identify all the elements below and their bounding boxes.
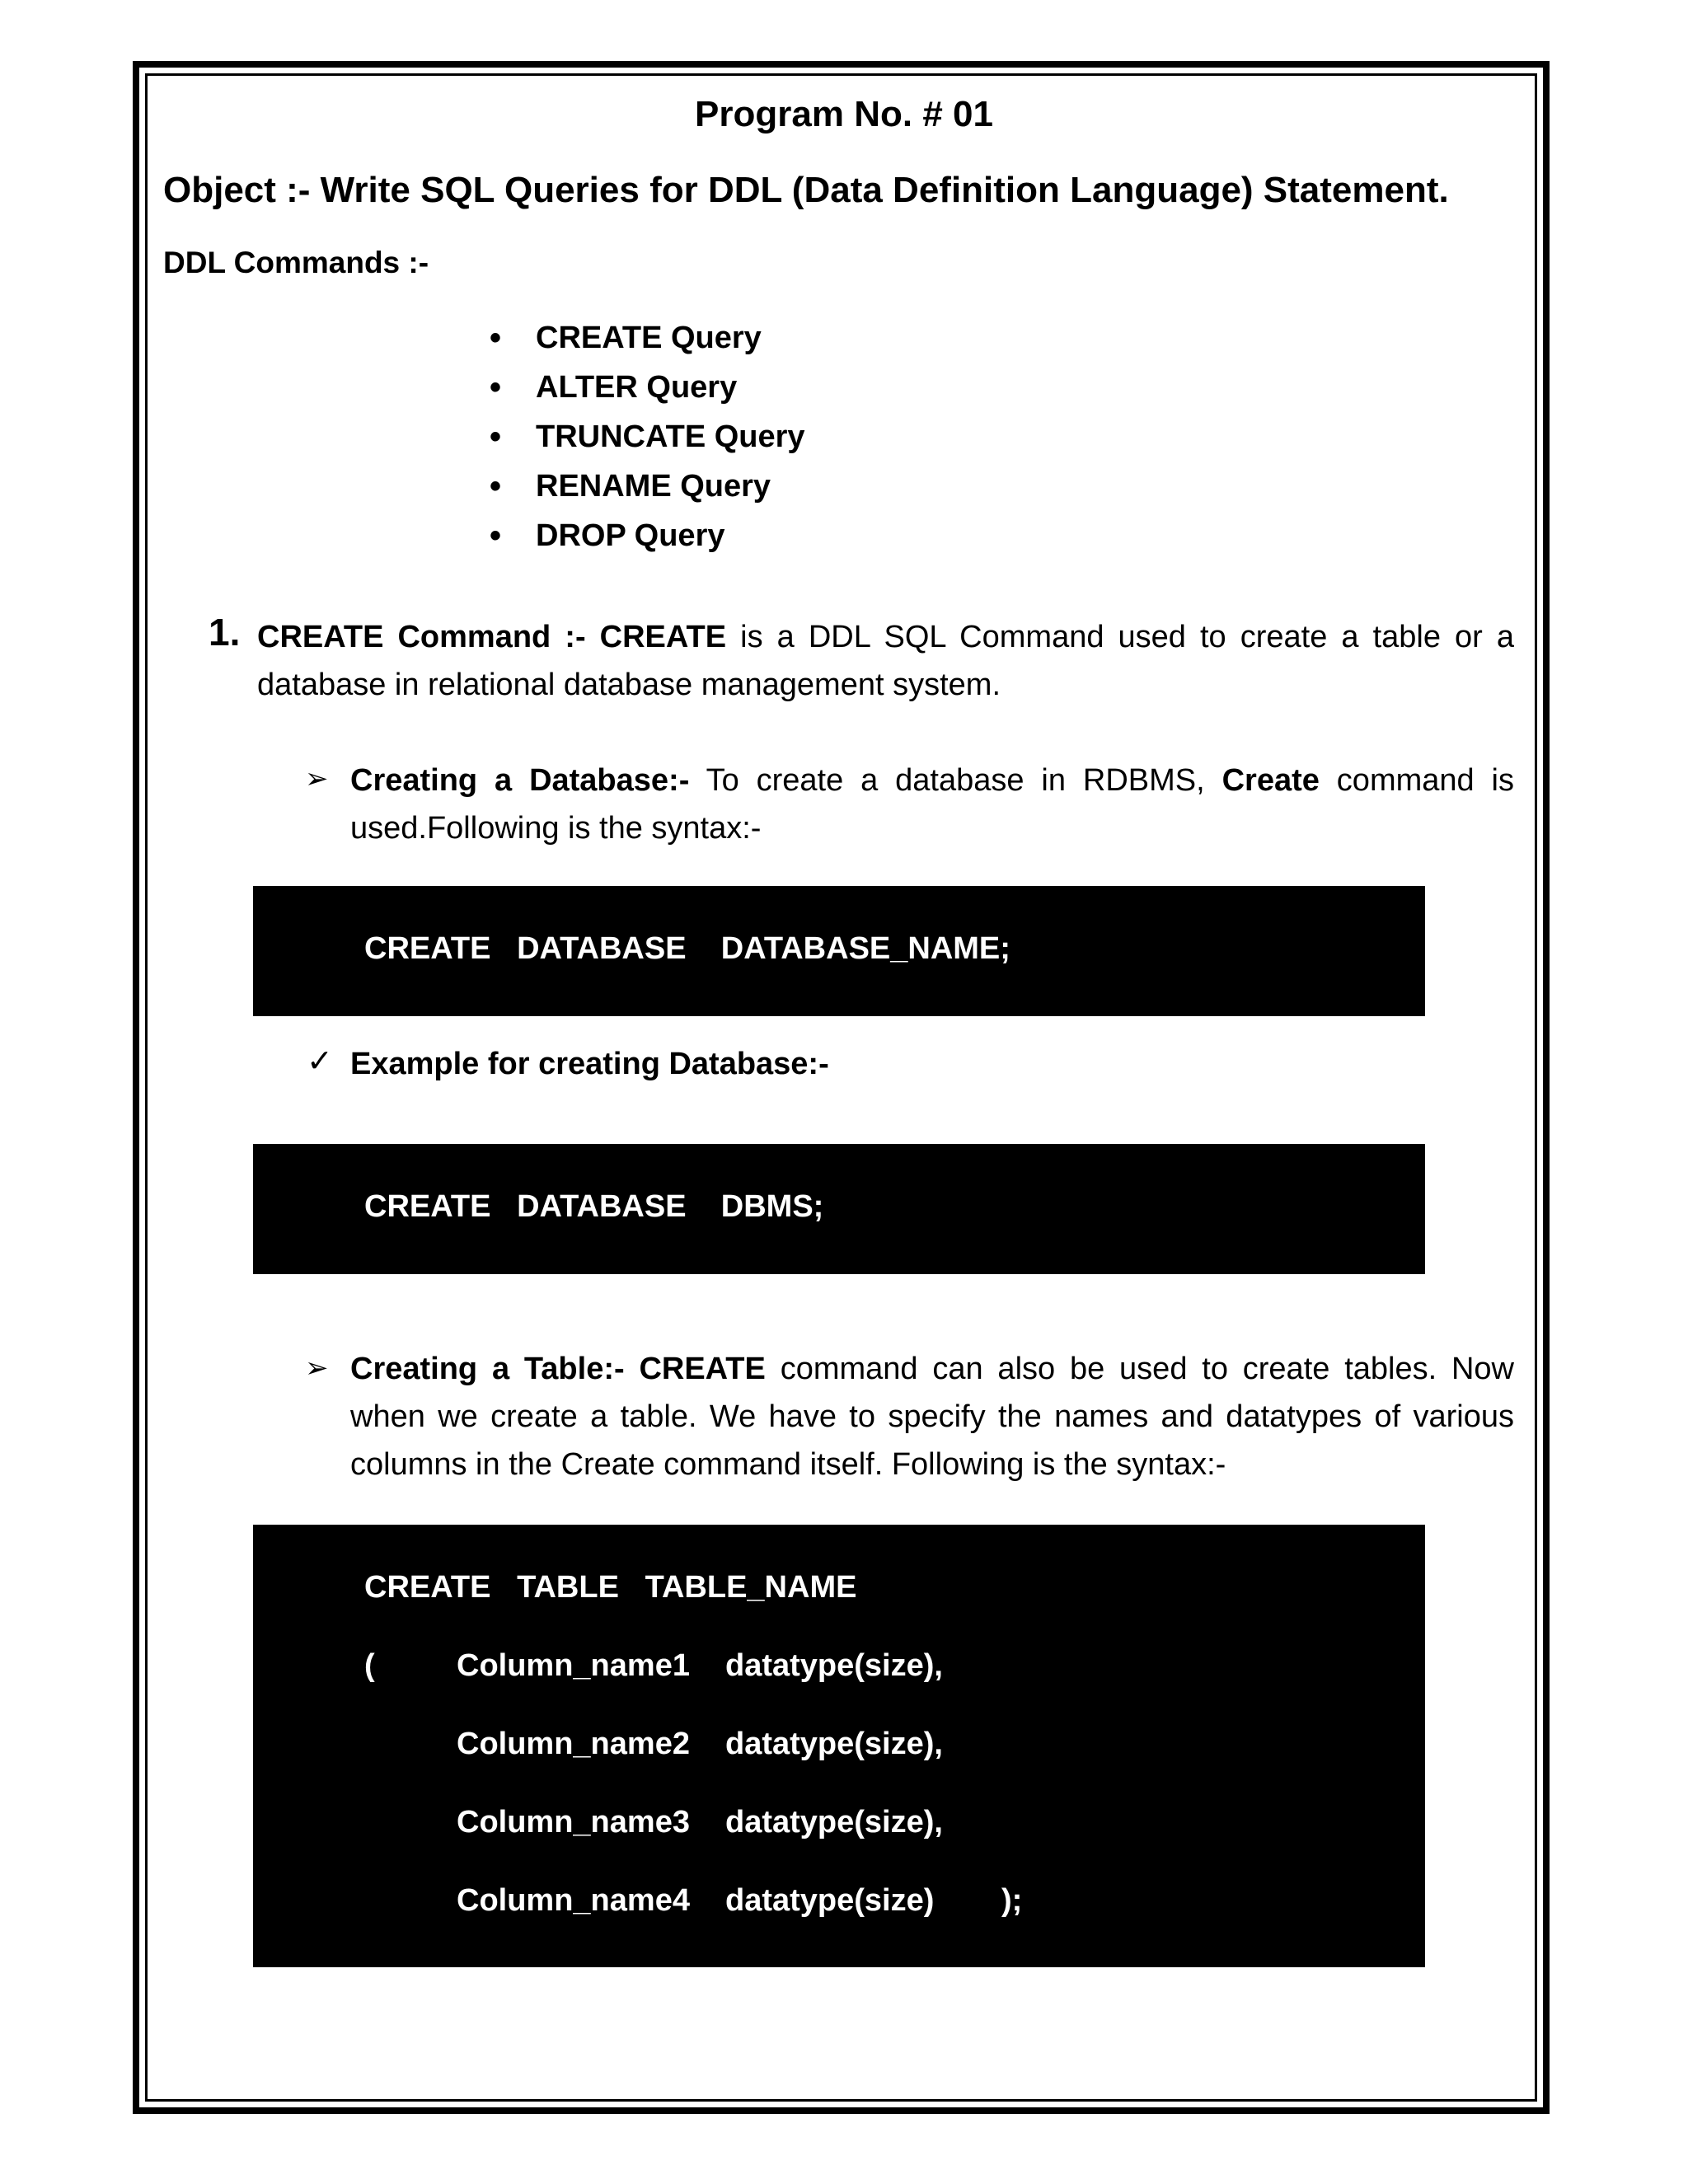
code-line: CREATE DATABASE DATABASE_NAME; xyxy=(364,931,1010,966)
code-closing: ); xyxy=(1001,1883,1023,1918)
list-item: • RENAME Query xyxy=(486,462,805,511)
bullet-icon: • xyxy=(490,518,502,554)
program-title: Program No. # 01 xyxy=(695,94,993,134)
column-name: Column_name4 xyxy=(457,1883,690,1918)
list-item: • DROP Query xyxy=(486,511,805,560)
create-command-paragraph: CREATE Command :- CREATE is a DDL SQL Command used to create a table or a database in relational database management system. xyxy=(257,620,1515,702)
bullet-icon: • xyxy=(490,419,502,455)
column-name: Column_name1 xyxy=(457,1648,690,1683)
column-name: Column_name3 xyxy=(457,1805,690,1840)
bullet-icon: • xyxy=(490,468,502,504)
bullet-icon: • xyxy=(490,320,502,356)
bullet-icon: • xyxy=(490,369,502,405)
arrow-bullet-icon: ➢ xyxy=(305,763,329,794)
code-block-table-syntax xyxy=(253,1525,1425,1967)
code-line: CREATE TABLE TABLE_NAME xyxy=(364,1570,857,1605)
creating-table-paragraph: Creating a Table:- CREATE command can also be used to create tables. Now when we create a table. We have to specify the names and datatypes of various columns in the Create command itself. Following is the syntax:- xyxy=(350,1352,1514,1482)
list-item: • ALTER Query xyxy=(486,363,805,412)
column-type: datatype(size), xyxy=(725,1805,943,1840)
code-line: CREATE DATABASE DBMS; xyxy=(364,1189,824,1224)
column-name: Column_name2 xyxy=(457,1727,690,1761)
list-item: • TRUNCATE Query xyxy=(486,412,805,462)
section-number: 1. xyxy=(209,611,241,654)
column-type: datatype(size), xyxy=(725,1648,943,1683)
column-type: datatype(size), xyxy=(725,1727,943,1761)
object-statement: Object :- Write SQL Queries for DDL (Data Definition Language) Statement. xyxy=(163,170,1449,210)
list-item: • CREATE Query xyxy=(486,313,805,363)
code-block-database-syntax xyxy=(253,886,1425,1016)
code-paren-open: ( xyxy=(364,1648,375,1683)
creating-database-paragraph: Creating a Database:- To create a database in RDBMS, Create command is used.Following is the syntax:- xyxy=(350,763,1514,846)
column-type: datatype(size) xyxy=(725,1883,935,1918)
arrow-bullet-icon: ➢ xyxy=(305,1352,329,1384)
ddl-commands-heading: DDL Commands :- xyxy=(163,246,429,279)
check-icon: ✓ xyxy=(307,1044,333,1079)
ddl-command-list xyxy=(486,313,805,560)
example-label: Example for creating Database:- xyxy=(350,1047,829,1081)
code-block-database-example xyxy=(253,1144,1425,1274)
